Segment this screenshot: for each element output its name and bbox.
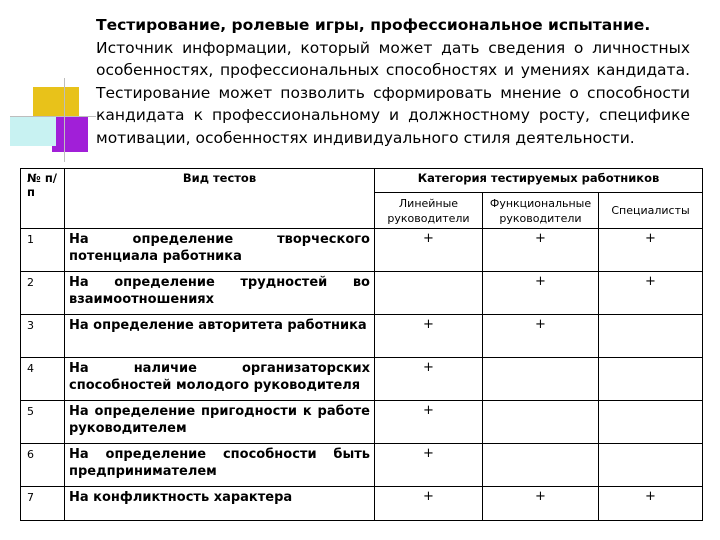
row-num: 4 — [21, 358, 65, 401]
row-mark-line: + — [375, 358, 483, 401]
row-num: 5 — [21, 401, 65, 444]
row-test: На определение трудностей во взаимоотношениях — [65, 272, 375, 315]
row-mark-line: + — [375, 444, 483, 487]
tests-table — [20, 168, 703, 521]
row-mark-functional — [483, 444, 599, 487]
row-mark-functional — [483, 358, 599, 401]
row-mark-specialists — [599, 315, 703, 358]
table-row — [21, 401, 703, 444]
row-mark-specialists: + — [599, 272, 703, 315]
row-mark-specialists — [599, 401, 703, 444]
header-functional-managers: Функциональные руководители — [483, 193, 599, 229]
row-test: На определение способности быть предпринимателем — [65, 444, 375, 487]
row-num: 3 — [21, 315, 65, 358]
row-test: На определение авторитета работника — [65, 315, 375, 358]
header-test-type: Вид тестов — [65, 169, 375, 229]
row-mark-line: + — [375, 487, 483, 521]
header-line-managers: Линейные руководители — [375, 193, 483, 229]
row-num: 7 — [21, 487, 65, 521]
row-test: На конфликтность характера — [65, 487, 375, 521]
table-row — [21, 358, 703, 401]
row-mark-line — [375, 272, 483, 315]
header-specialists: Специалисты — [599, 193, 703, 229]
table-row — [21, 229, 703, 272]
header-num: № п/п — [21, 169, 65, 229]
row-mark-functional — [483, 401, 599, 444]
row-mark-specialists — [599, 444, 703, 487]
intro-text: Источник информации, который может дать сведения о личностных особенностях, профессиональных способностях и умениях кандидата. Тестирование может позволить сформировать мнение о способности кандидата к профессиональному и должностному росту, специфике мотивации, особенностях индивидуального стиля деятельности. — [96, 38, 690, 147]
table-row — [21, 487, 703, 521]
row-mark-specialists — [599, 358, 703, 401]
table-row — [21, 444, 703, 487]
intro-bold-line: Тестирование, ролевые игры, профессиональное испытание. — [96, 16, 651, 34]
row-num: 2 — [21, 272, 65, 315]
row-mark-functional: + — [483, 487, 599, 521]
row-test: На определение пригодности к работе руководителем — [65, 401, 375, 444]
row-mark-specialists: + — [599, 487, 703, 521]
row-mark-line: + — [375, 315, 483, 358]
row-mark-functional: + — [483, 272, 599, 315]
table-row — [21, 272, 703, 315]
row-mark-specialists: + — [599, 229, 703, 272]
row-test: На наличие организаторских способностей молодого руководителя — [65, 358, 375, 401]
row-mark-line: + — [375, 229, 483, 272]
intro-paragraph — [96, 14, 690, 149]
row-num: 1 — [21, 229, 65, 272]
row-mark-functional: + — [483, 229, 599, 272]
decor-cyan-square — [10, 116, 56, 146]
row-test: На определение творческого потенциала работника — [65, 229, 375, 272]
row-num: 6 — [21, 444, 65, 487]
row-mark-functional: + — [483, 315, 599, 358]
decor-vertical-line — [64, 78, 65, 162]
decor-purple-square — [52, 116, 88, 152]
table-row — [21, 315, 703, 358]
table-header-row — [21, 169, 703, 193]
row-mark-line: + — [375, 401, 483, 444]
header-category: Категория тестируемых работников — [375, 169, 703, 193]
decor-horizontal-line — [10, 116, 96, 117]
